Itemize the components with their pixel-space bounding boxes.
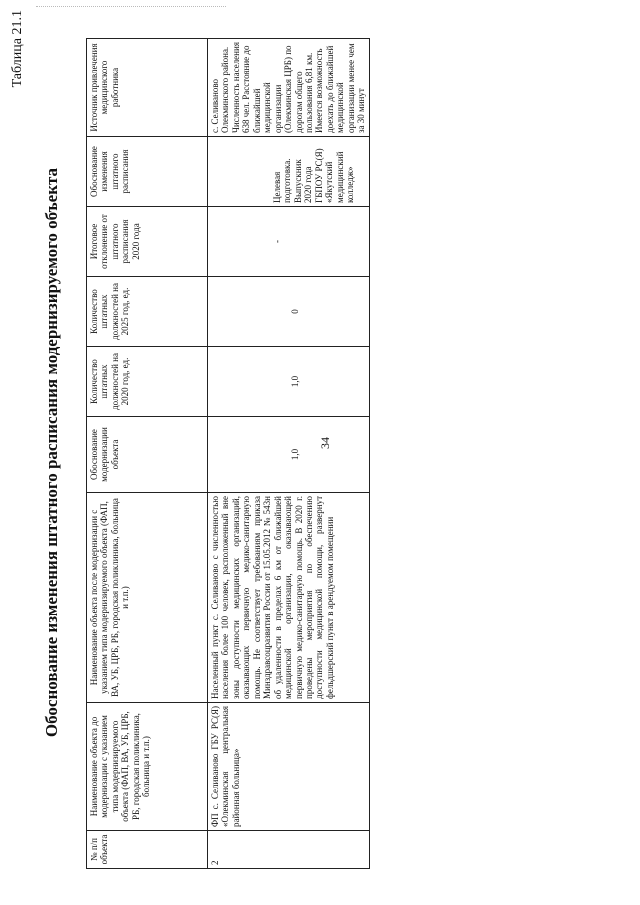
header-object-after: Наименование объекта после модернизации с указанием типа модернизируемого объекта (ФАП, ВА, УБ, ЦРБ, РБ, городская поликлиника, больница и т.п.) (87, 493, 208, 703)
cell-object-after: Населенный пункт с. Селиваново с численностью населения более 100 человек, расположенный вне зоны доступности медицинских организаций, оказывающих первичную медико-санитарную помощь. Не соответствует требованиям приказа Минздравсоцразвития России от 15.05.2012 № 543н об удаленности в пределах 6 км от ближайшей медицинской организации, оказывающей первичную медико-санитарную помощь. В 2020 г. проведены мероприятия по обеспечению доступности медицинской помощи, развернут фельдшерский пункт в арендуемом помещении (208, 493, 370, 703)
table-header-row (87, 39, 208, 869)
cell-staff-2025 (208, 277, 370, 347)
header-object-before: Наименование объекта до модернизации с указанием типа модернизируемого объекта (ФАП, ВА, УБ, ЦРБ, РБ, городская поликлиника, больница и т.п.) (87, 703, 208, 831)
cell-modernization-justification (208, 417, 370, 493)
cell-staff-2020 (208, 347, 370, 417)
header-number: № п/п объекта (87, 831, 208, 869)
header-worker-source: Источник привлечения медицинского работника (87, 39, 208, 137)
cell-object-before: ФП с. Селиваново ГБУ РС(Я) «Олекминская центральная районная больница» (208, 703, 370, 831)
staffing-reason-text: Целевая подготовка. Выпускник 2020 года ГБПОУ РС(Я) «Якутский медицинский колледж» (272, 148, 356, 203)
staffing-table (86, 38, 370, 869)
staff-2020-value: 1,0 (290, 375, 300, 388)
header-deviation: Итоговое отклонение от штатного расписания 2020 года (87, 207, 208, 277)
staff-2025-value: 0 (290, 309, 300, 314)
page-title: Обоснование изменения штатного расписания модернизируемого объекта (42, 167, 61, 738)
cell-number: 2 (208, 831, 370, 869)
header-staffing-reason: Обоснование изменения штатного расписания (87, 137, 208, 207)
deviation-value: - (272, 240, 282, 243)
table-row (208, 39, 370, 869)
header-staff-2020: Количество штатных должностей на 2020 год, ед. (87, 347, 208, 417)
justification-value: 1,0 (290, 448, 300, 461)
cell-worker-source: с. Селиваново Олекминского района. Численность населения 638 чел. Расстояние до ближайшей медицинской организации (Олекминская ЦРБ) по дорогам общего пользования 6,81 км. Имеется возможность доехать до ближайшей медицинской организации менее чем за 30 минут (208, 39, 370, 137)
page-number: 34 (318, 437, 332, 449)
table-label: Таблица 21.1 (10, 10, 25, 88)
cell-staffing-reason (208, 137, 370, 207)
cell-deviation (208, 207, 370, 277)
header-staff-2025: Количество штатных должностей на 2025 год, ед. (87, 277, 208, 347)
header-modernization-justification: Обоснование модернизации объекта (87, 417, 208, 493)
